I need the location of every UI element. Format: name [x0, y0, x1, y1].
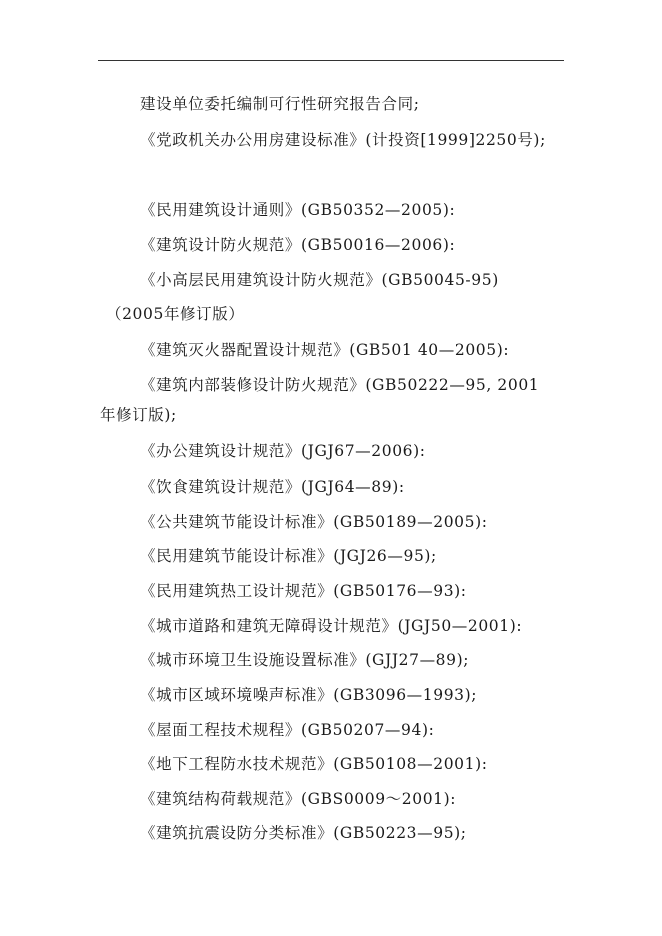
paragraph-line: 建设单位委托编制可行性研究报告合同; — [140, 95, 420, 113]
standard-reference-continuation: 年修订版); — [100, 406, 177, 424]
standard-reference: 《地下工程防水技术规范》(GB50108—2001): — [140, 755, 488, 773]
standard-reference: 《建筑抗震设防分类标准》(GB50223—95); — [140, 824, 467, 842]
standard-reference: 《屋面工程技术规程》(GB50207—94): — [140, 721, 435, 739]
standard-reference: 《建筑设计防火规范》(GB50016—2006): — [140, 236, 456, 254]
standard-reference: 《小高层民用建筑设计防火规范》(GB50045-95) — [140, 271, 499, 289]
standard-reference: 《城市区域环境噪声标准》(GB3096—1993); — [140, 686, 478, 704]
standard-reference: 《民用建筑热工设计规范》(GB50176—93): — [140, 582, 467, 600]
standard-reference: 《饮食建筑设计规范》(JGJ64—89): — [140, 478, 405, 496]
standard-reference: 《办公建筑设计规范》(JGJ67—2006): — [140, 442, 426, 460]
standard-reference: 《城市道路和建筑无障碍设计规范》(JGJ50—2001): — [140, 617, 523, 635]
standard-reference: 《建筑内部装修设计防火规范》(GB50222—95, 2001 — [140, 376, 540, 394]
standard-reference: 《民用建筑节能设计标准》(JGJ26—95); — [140, 547, 437, 565]
standard-reference-continuation: （2005年修订版） — [106, 305, 245, 323]
standard-reference: 《建筑结构荷载规范》(GBS0009～2001): — [140, 790, 457, 808]
standard-reference: 《公共建筑节能设计标准》(GB50189—2005): — [140, 513, 488, 531]
header-rule — [98, 60, 564, 61]
standard-reference: 《建筑灭火器配置设计规范》(GB501 40—2005): — [140, 341, 510, 359]
standard-reference: 《党政机关办公用房建设标准》(计投资[1999]2250号); — [140, 131, 546, 149]
standard-reference: 《城市环境卫生设施设置标准》(GJJ27—89); — [140, 651, 470, 669]
standard-reference: 《民用建筑设计通则》(GB50352—2005): — [140, 201, 456, 219]
